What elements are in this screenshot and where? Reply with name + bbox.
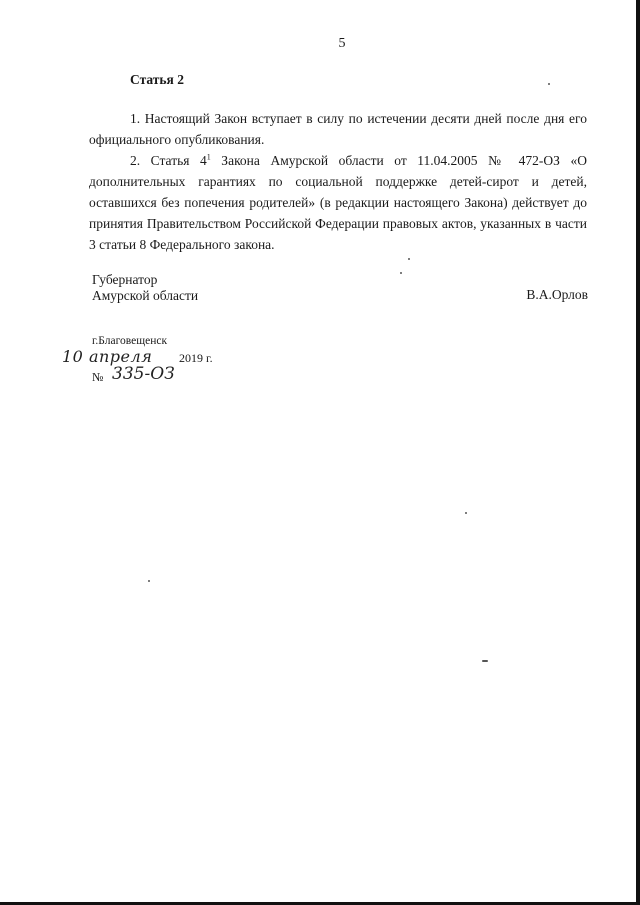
article-paragraph-1	[89, 108, 587, 150]
article-superscript: 1	[206, 152, 211, 162]
signatory-name: В.А.Орлов	[526, 287, 588, 302]
scan-speck	[148, 580, 150, 582]
page-number: 5	[338, 36, 346, 51]
scan-speck	[482, 660, 488, 662]
signatory-title-line-2: Амурской области	[92, 288, 199, 303]
law-number	[92, 366, 212, 388]
scan-speck	[408, 258, 410, 260]
scan-speck	[400, 272, 402, 274]
article-heading: Статья 2	[130, 72, 184, 87]
handwritten-date: 10 апреля	[62, 347, 153, 366]
signatory-title-line-1: Губернатор	[92, 272, 158, 287]
scan-border-right	[636, 0, 640, 905]
article-paragraph-2	[89, 150, 587, 255]
signatory-title	[92, 272, 198, 304]
city-of-signing: г.Благовещенск	[92, 335, 168, 347]
paragraph-2-lead: 2. Статья 4	[130, 153, 207, 168]
number-sign: №	[92, 370, 104, 384]
paragraph-1-text: 1. Настоящий Закон вступает в силу по истечении десяти дней после дня его официального опубликования.	[89, 111, 587, 147]
scan-speck	[548, 83, 550, 85]
scan-speck	[465, 512, 467, 514]
signing-year: 2019 г.	[179, 351, 213, 365]
paragraph-2-text: Закона Амурской области от 11.04.2005 № 472-ОЗ «О дополнительных гарантиях по социальной поддержке детей-сирот и детей, оставшихся без попечения родителей» (в редакции настоящего Закона) действует до принятия Правительством Российской Федерации правовых актов, указанных в части 3 статьи 8 Федерального закона.	[89, 153, 587, 252]
handwritten-law-number: 335-ОЗ	[112, 364, 175, 384]
